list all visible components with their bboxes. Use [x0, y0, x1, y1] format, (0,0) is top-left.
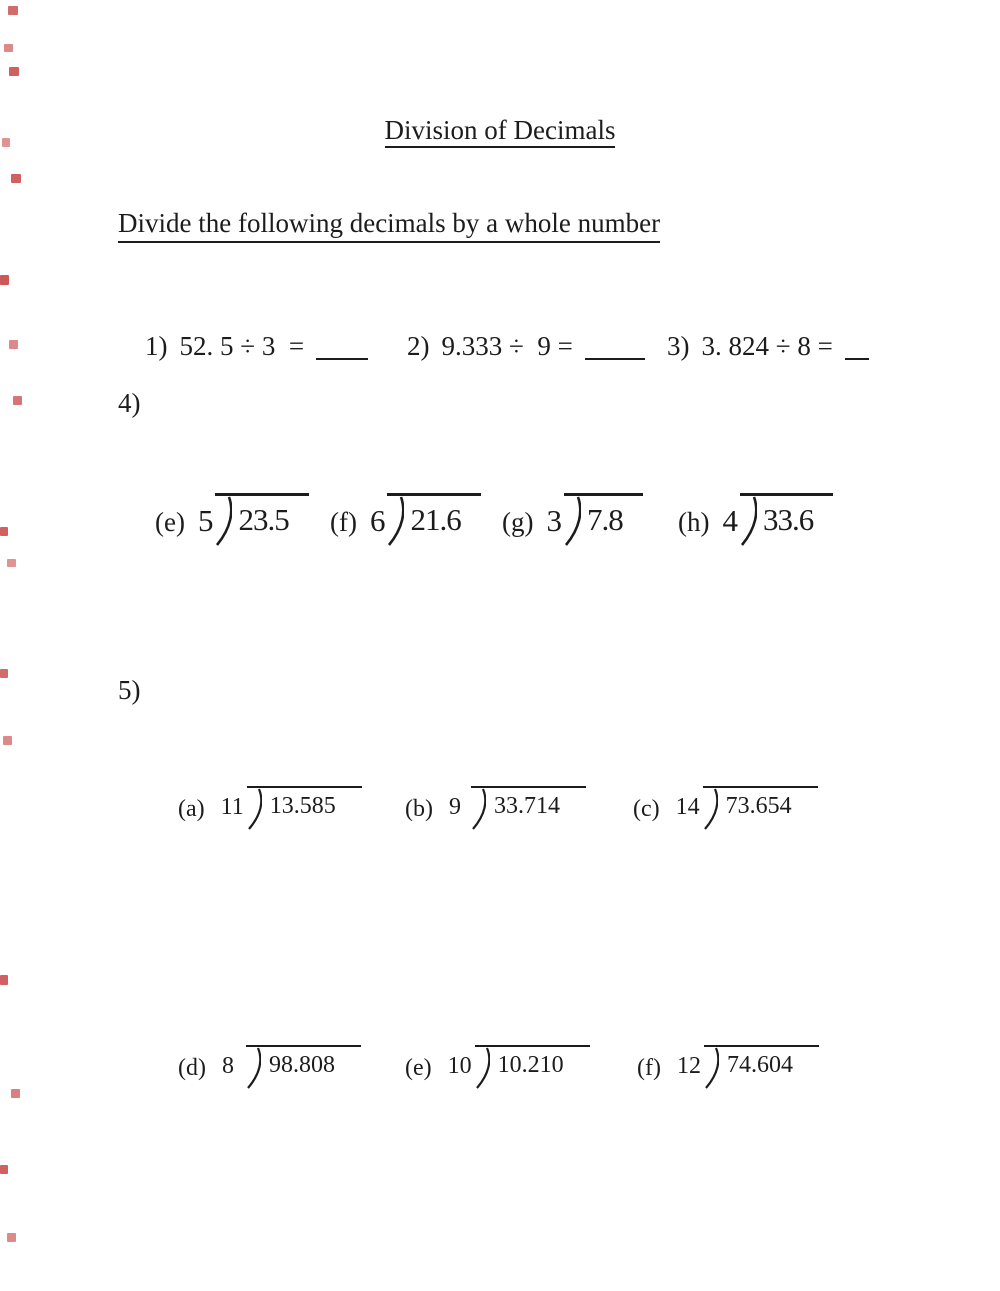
division-bracket-icon — [564, 496, 581, 546]
red-scan-speck — [0, 275, 9, 285]
division-problem-5e-label: (e) — [405, 1055, 432, 1081]
division-bracket-icon — [387, 496, 404, 546]
division-problem-5c-label: (c) — [633, 796, 660, 822]
division-bracket-icon — [215, 496, 232, 546]
red-scan-speck — [11, 174, 21, 183]
division-problem-5b — [405, 786, 586, 830]
division-problem-4h-divisor: 4 — [722, 503, 737, 538]
problem-3-expression: 3. 824 ÷ 8 = — [701, 331, 833, 361]
division-problem-5c-divisor: 14 — [675, 794, 700, 820]
section-5-number: 5) — [118, 675, 141, 705]
instruction-heading: Divide the following decimals by a whole number — [118, 208, 660, 243]
division-problem-4f-divisor: 6 — [369, 503, 385, 538]
division-problem-5e — [405, 1045, 590, 1089]
division-problem-5f — [637, 1045, 819, 1089]
problem-2 — [380, 300, 645, 393]
division-problem-5a-divisor: 11 — [220, 794, 244, 820]
red-scan-speck — [7, 1233, 16, 1242]
red-scan-speck — [0, 1165, 8, 1174]
red-scan-speck — [7, 559, 16, 567]
division-problem-4e-dividend: 23.5 — [238, 502, 289, 537]
red-scan-speck — [0, 975, 8, 985]
red-scan-speck — [4, 44, 13, 52]
division-problem-4h — [678, 493, 833, 546]
red-scan-speck — [0, 669, 8, 678]
division-problem-5b-dividend: 33.714 — [493, 793, 560, 819]
problem-1-expression: 52. 5 ÷ 3 = — [179, 331, 305, 361]
division-bracket-icon — [246, 1047, 261, 1089]
problem-3-answer-blank[interactable] — [845, 338, 869, 360]
division-problem-5a-dividend: 13.585 — [269, 793, 336, 819]
division-problem-4e-label: (e) — [155, 507, 185, 537]
division-bracket-icon — [247, 788, 262, 830]
page-title-text: Division of Decimals — [385, 115, 616, 148]
division-problem-4h-dividend: 33.6 — [762, 502, 814, 537]
division-bracket-icon — [740, 496, 757, 546]
division-problem-4g-label: (g) — [502, 507, 534, 537]
red-scan-speck — [2, 138, 10, 147]
division-bracket-icon — [471, 788, 486, 830]
division-problem-5f-label: (f) — [637, 1055, 661, 1081]
division-problem-5d-dividend: 98.808 — [268, 1052, 335, 1078]
division-problem-4g-dividend: 7.8 — [586, 502, 623, 537]
red-scan-speck — [9, 340, 18, 349]
division-bracket-icon — [475, 1047, 490, 1089]
division-problem-5d-divisor: 8 — [221, 1053, 234, 1079]
division-problem-5a — [178, 786, 362, 830]
problem-1 — [118, 300, 368, 393]
problem-1-number: 1) — [145, 331, 168, 361]
red-scan-speck — [13, 396, 22, 405]
red-scan-speck — [0, 527, 8, 536]
division-problem-5d — [178, 1045, 361, 1089]
division-problem-5e-divisor: 10 — [447, 1053, 472, 1079]
division-problem-5d-label: (d) — [178, 1055, 206, 1081]
division-problem-5e-dividend: 10.210 — [497, 1052, 564, 1078]
division-problem-4g — [502, 493, 643, 546]
division-problem-5c — [633, 786, 818, 830]
red-scan-speck — [11, 1089, 20, 1098]
problem-3 — [640, 300, 869, 393]
division-problem-4f — [330, 493, 481, 546]
division-problem-5b-divisor: 9 — [448, 794, 461, 820]
division-problem-4f-label: (f) — [330, 507, 357, 537]
division-problem-5a-label: (a) — [178, 796, 205, 822]
section-4-number: 4) — [118, 388, 141, 418]
red-scan-speck — [9, 67, 19, 76]
division-problem-4f-dividend: 21.6 — [410, 502, 461, 537]
page-title — [0, 115, 1000, 146]
division-problem-4e — [155, 493, 309, 546]
division-bracket-icon — [704, 1047, 719, 1089]
problem-1-answer-blank[interactable] — [316, 338, 368, 360]
division-problem-5c-dividend: 73.654 — [725, 793, 792, 819]
division-problem-4g-divisor: 3 — [546, 503, 561, 538]
division-problem-5f-dividend: 74.604 — [726, 1052, 793, 1078]
problem-2-answer-blank[interactable] — [585, 338, 645, 360]
red-scan-speck — [3, 736, 12, 745]
division-bracket-icon — [703, 788, 718, 830]
problem-3-number: 3) — [667, 331, 690, 361]
problem-2-number: 2) — [407, 331, 430, 361]
division-problem-5f-divisor: 12 — [676, 1053, 701, 1079]
division-problem-4h-label: (h) — [678, 507, 710, 537]
problem-2-expression: 9.333 ÷ 9 = — [441, 331, 573, 361]
division-problem-5b-label: (b) — [405, 796, 433, 822]
red-scan-speck — [8, 6, 18, 15]
division-problem-4e-divisor: 5 — [197, 503, 213, 538]
